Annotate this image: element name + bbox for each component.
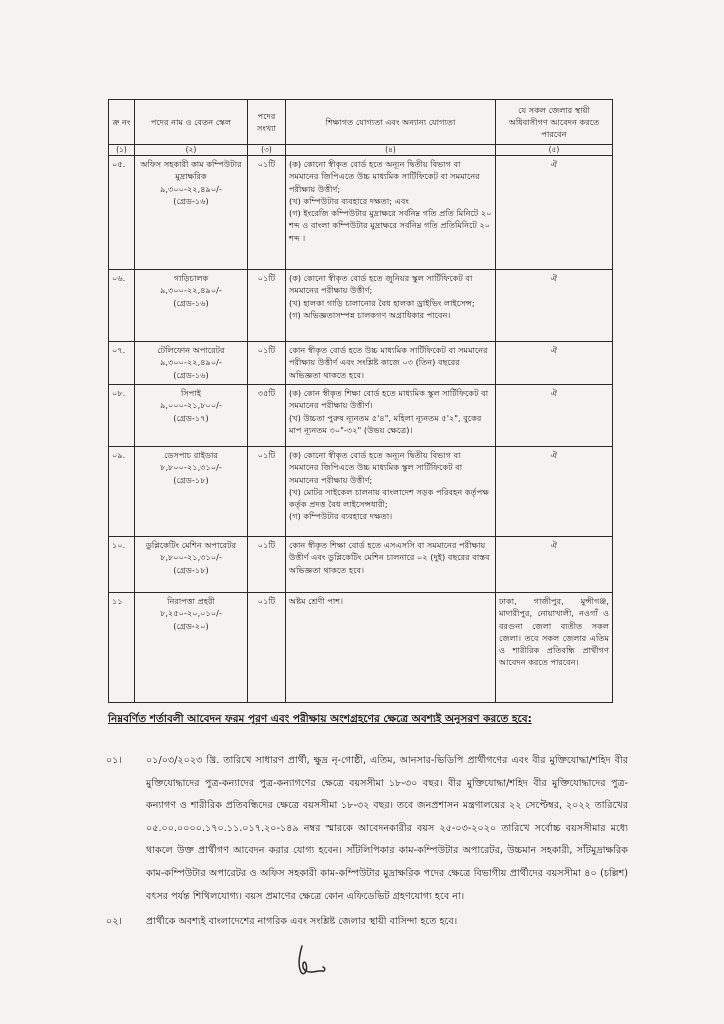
row-serial: ০৮.	[109, 385, 135, 447]
post-name: টেলিফোন অপারেটর	[157, 345, 225, 355]
eligible-districts: ঢাকা, গাজীপুর, মুন্সীগঞ্জ, মাদারীপুর, নোয়াখালী, নওগাঁ ও বরগুনা জেলা ব্যতীত সকল জেলা। তবে সকল জেলার এতিম ও শারীরিক প্রতিবন্ধি প্রার্থীগণ আবেদন করতে পারবেন।	[496, 593, 613, 703]
pay-scale: ৯,৩০০-২২,৪৯০/-	[160, 285, 222, 296]
pay-scale: ৮,২৫০-২০,০১০/-	[160, 608, 222, 619]
post-cell	[135, 537, 248, 593]
condition-item	[108, 750, 628, 908]
qualification-line: অষ্টম শ্রেণী পাশ।	[289, 596, 344, 606]
table-row	[109, 156, 613, 270]
post-count: ০১টি	[248, 342, 286, 385]
table-row	[109, 270, 613, 342]
table-row	[109, 342, 613, 385]
col-number: (৪)	[286, 145, 496, 156]
condition-text: প্রার্থীকে অবশ্যই বাংলাদেশের নাগরিক এবং সংশ্লিষ্ট জেলার স্থায়ী বাসিন্দা হতে হবে।	[146, 916, 458, 927]
qualification-line: (গ) কম্পিউটার ব্যবহারে দক্ষতা।	[289, 511, 393, 522]
post-cell	[135, 385, 248, 447]
grade: (গ্রেড-১৭)	[173, 412, 209, 423]
post-name: গাড়িচালক	[173, 273, 209, 283]
grade: (গ্রেড-১৮)	[173, 474, 209, 485]
qualification-line: (খ) উচ্চতা পুরুষ ন্যূনতম ৫'৪", মহিলা ন্যূনতম ৫'২", বুকের মাপ ন্যূনতম ৩০"-৩২" (উভয় ক্ষেত্রে)।	[289, 412, 482, 435]
row-serial: ১১	[109, 593, 135, 703]
col-number: (১)	[109, 145, 135, 156]
qualification-line: কোন স্বীকৃত বোর্ড হতে উচ্চ মাধ্যমিক সার্টিফিকেট বা সমমানের পরীক্ষায় উত্তীর্ণ এবং সংশ্লিষ্ট কাজে ০৩ (তিন) বছরের অভিজ্ঞতা থাকতে হবে।	[289, 345, 488, 380]
eligible-districts: ঐ	[496, 447, 613, 537]
grade: (গ্রেড-১৬)	[173, 297, 209, 308]
qualification-cell	[286, 593, 496, 703]
post-cell	[135, 342, 248, 385]
table-row	[109, 593, 613, 703]
condition-text: ০১/০৩/২০২৩ খ্রি. তারিখে সাধারণ প্রার্থী, ক্ষুদ্র নৃ-গোষ্ঠী, এতিম, আনসার-ভিডিপি প্রার্থীগণের এবং বীর মুক্তিযোদ্ধা/শহিদ বীর মুক্তিযোদ্ধাদের পুত্র-কন্যাদের পুত্র-কন্যাগণের ক্ষেত্রে বয়সসীমা ১৮-৩০ বছর। বীর মুক্তিযোদ্ধা/শহিদ বীর মুক্তিযোদ্ধাদের পুত্র-কন্যাগণ ও শারীরিক প্রতিবন্ধিদের ক্ষেত্রে বয়সসীমা ১৮-৩২ বছর। তবে জনপ্রশাসন মন্ত্রণালয়ের ২২ সেপ্টেম্বর, ২০২২ তারিখের ০৫.০০.০০০০.১৭০.১১.০১৭.২০-১৪৯ নম্বর স্মারকে আবেদনকারীর বয়স ২৫-০৩-২০২০ তারিখে সর্বোচ্চ বয়সসীমার মধ্যে থাকলে উক্ত প্রার্থীগণ আবেদন করার যোগ্য হবেন। সাঁটলিপিকার কাম-কম্পিউটার অপারেটর, উচ্চমান সহকারী, সাঁটমুদ্রাক্ষরিক কাম-কম্পিউটার অপারেটর ও অফিস সহকারী কাম-কম্পিউটার মুদ্রাক্ষরিক পদের ক্ষেত্রে বিভাগীয় প্রার্থীদের বয়সসীমা ৪০ (চল্লিশ) বৎসর পর্যন্ত শিথিলযোগ্য। বয়স প্রমাণের ক্ষেত্রে কোন এফিডেভিট গ্রহণযোগ্য হবে না।	[146, 755, 628, 902]
grade: (গ্রেড-২০)	[173, 620, 209, 631]
post-name: সিপাই	[181, 388, 201, 398]
pay-scale: ৯,৩০০-২২,৪৯০/-	[160, 357, 222, 368]
post-count: ৩৫টি	[248, 385, 286, 447]
row-serial: ০৯.	[109, 447, 135, 537]
job-posts-table	[108, 99, 613, 703]
condition-number: ০১।	[106, 755, 122, 766]
qualification-line: (ক) কোনো স্বীকৃত বোর্ড হতে অন্যূন দ্বিতীয় বিভাগ বা সমমানের জিপিএতে উচ্চ মাধ্যমিক সার্টিফিকেট বা সমমানের পরীক্ষায় উত্তীর্ণ;	[289, 159, 480, 194]
qualification-cell	[286, 342, 496, 385]
col-number: (৩)	[248, 145, 286, 156]
pay-scale: ৮,৮০০-২১,৩১০/-	[160, 462, 222, 473]
column-number-row	[109, 145, 613, 156]
header-post: পদের নাম ও বেতন স্কেল	[135, 100, 248, 145]
post-cell	[135, 447, 248, 537]
post-cell	[135, 593, 248, 703]
condition-number: ০২।	[106, 916, 122, 927]
qualification-cell	[286, 156, 496, 270]
qualification-line: (ক) কোনো স্বীকৃত বোর্ড হতে অন্যূন দ্বিতীয় বিভাগ বা সমমানের জিপিএতে উচ্চ মাধ্যমিক স্কুল সার্টিফিকেট বা সমমানের পরীক্ষায় উত্তীর্ণ;	[289, 450, 463, 485]
post-count: ০১টি	[248, 537, 286, 593]
qualification-line: (ক) কোনো স্বীকৃত বোর্ড হতে জুনিয়র স্কুল সার্টিফিকেট বা সমমানের পরীক্ষায় উত্তীর্ণ;	[289, 273, 473, 296]
qualification-line: (খ) মোটর সাইকেল চালনায় বাংলাদেশ সড়ক পরিবহন কর্তৃপক্ষ কর্তৃক প্রদত্ত বৈধ লাইসেন্সধারী;	[289, 486, 489, 510]
eligible-districts: ঐ	[496, 342, 613, 385]
qualification-cell	[286, 270, 496, 342]
grade: (গ্রেড-১৬)	[173, 369, 209, 380]
row-serial: ০৭.	[109, 342, 135, 385]
grade: (গ্রেড-১৮)	[173, 564, 209, 575]
qualification-cell	[286, 385, 496, 447]
row-serial: ১০.	[109, 537, 135, 593]
eligible-districts: ঐ	[496, 385, 613, 447]
post-name: ডেসপাচ রাইডার	[164, 450, 218, 460]
header-qualification: শিক্ষাগত যোগ্যতা এবং অন্যান্য যোগ্যতা	[286, 100, 496, 145]
eligible-districts: ঐ	[496, 270, 613, 342]
post-count: ০১টি	[248, 156, 286, 270]
header-serial: ক্র নং	[109, 100, 135, 145]
signature-icon	[292, 940, 332, 980]
condition-item	[108, 911, 628, 934]
header-districts: যে সকল জেলার স্থায়ী অধিবাসীগণ আবেদন করতে পারবেন	[496, 100, 613, 145]
pay-scale: ৯,০০০-২১,৮০০/-	[160, 400, 222, 411]
eligible-districts: ঐ	[496, 156, 613, 270]
eligible-districts: ঐ	[496, 537, 613, 593]
qualification-line: (গ) ইংরেজি কম্পিউটার মুদ্রাক্ষরে সর্বনিম্ন গতি প্রতি মিনিটে ২০ শব্দ ও বাংলা কম্পিউটার মুদ্রাক্ষরে সর্বনিম্ন গতি প্রতিমিনিটে ২০ শব্দ ।	[289, 208, 492, 243]
post-cell	[135, 156, 248, 270]
qualification-line: কোন স্বীকৃত শিক্ষা বোর্ড হতে এসএসসি বা সমমানের পরীক্ষায় উত্তীর্ণ এবং ডুপ্লিকেটিং মেশিন চালনারে ০২ (দুই) বছরের বাস্তব অভিজ্ঞতা থাকতে হবে।	[289, 540, 490, 575]
grade: (গ্রেড-১৬)	[173, 195, 209, 206]
qualification-line: (খ) হালকা গাড়ি চালানোর বৈধ হালকা ড্রাইভিং লাইসেন্স;	[289, 297, 475, 308]
row-serial: ০৬.	[109, 270, 135, 342]
qualification-cell	[286, 537, 496, 593]
post-name: ডুপ্লিকেটিং মেশিন অপারেটর	[145, 540, 237, 550]
pay-scale: ৮,৮০০-২১,৩১০/-	[160, 552, 222, 563]
post-count: ০১টি	[248, 593, 286, 703]
col-number: (২)	[135, 145, 248, 156]
pay-scale: ৯,৩০০-২২,৪৯০/-	[160, 183, 222, 194]
table-row	[109, 537, 613, 593]
col-number: (৫)	[496, 145, 613, 156]
qualification-line: (খ) কম্পিউটার ব্যবহারে দক্ষতা; এবং	[289, 195, 409, 206]
qualification-line: (গ) অভিজ্ঞতাসম্পন্ন চালকগণ অগ্রাধিকার পাবেন।	[289, 309, 451, 320]
qualification-line: (ক) কোন স্বীকৃত শিক্ষা বোর্ড হতে মাধ্যমিক স্কুল সার্টিফিকেট বা সমমানের পরীক্ষায় উত্তীর্ণ।	[289, 388, 489, 411]
conditions-heading: নিম্নবর্ণিত শর্তাবলী আবেদন ফরম পূরণ এবং পরীক্ষায় অংশগ্রহণের ক্ষেত্রে অবশ্যই অনুসরণ করতে হবে:	[108, 713, 532, 725]
post-name: অফিস সহকারী কাম কম্পিউটার মুদ্রাক্ষরিক	[140, 159, 242, 182]
table-header-row	[109, 100, 613, 145]
row-serial: ০৫.	[109, 156, 135, 270]
table-row	[109, 385, 613, 447]
post-count: ০১টি	[248, 447, 286, 537]
header-count: পদের সংখ্যা	[248, 100, 286, 145]
post-cell	[135, 270, 248, 342]
table-row	[109, 447, 613, 537]
post-count: ০১টি	[248, 270, 286, 342]
qualification-cell	[286, 447, 496, 537]
post-name: নিরাপত্তা প্রহরী	[167, 596, 215, 606]
